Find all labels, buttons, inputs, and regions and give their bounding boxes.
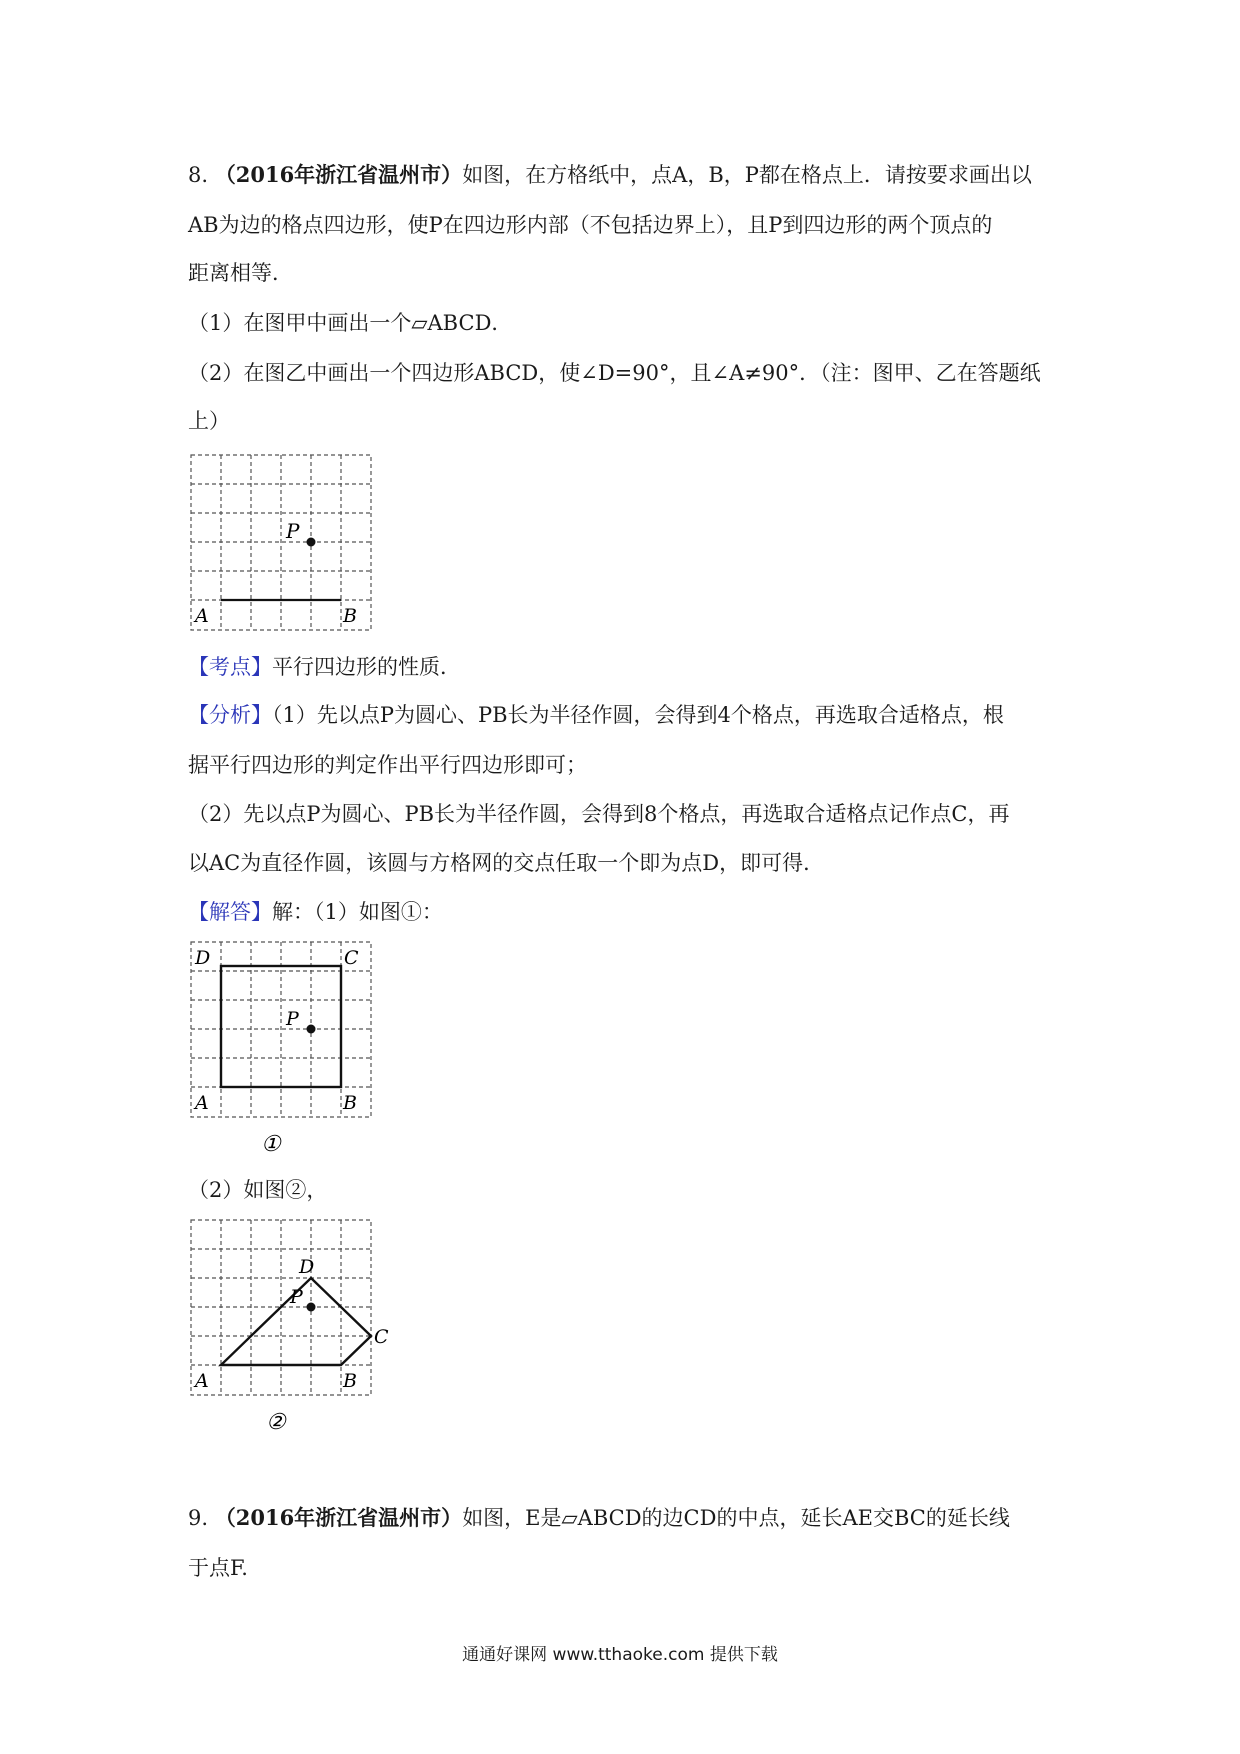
jieda-line — [188, 897, 443, 927]
label-b: B — [343, 605, 357, 627]
jieda-text: 解：（1）如图①： — [272, 900, 443, 924]
q8-line-1 — [188, 160, 1032, 190]
page-footer: 通通好课网 www.tthaoke.com 提供下载 — [462, 1645, 778, 1665]
label-b: B — [343, 1092, 357, 1114]
point-p — [307, 538, 316, 547]
label-p: P — [290, 1286, 303, 1308]
q9-line-1 — [188, 1503, 1010, 1533]
kaodian-line — [188, 652, 461, 682]
q9-line-2: 于点F. — [188, 1556, 248, 1580]
kaodian-text: 平行四边形的性质． — [272, 655, 461, 679]
jieda-tag: 【解答】 — [188, 900, 272, 924]
jieda-part-2: （2）如图②， — [188, 1178, 328, 1202]
q9-text-1: 如图，E是▱ABCD的边CD的中点，延长AE交BC的延长线 — [462, 1506, 1010, 1530]
q8-text-1: 如图，在方格纸中，点A，B，P都在格点上．请按要求画出以 — [462, 163, 1032, 187]
point-p — [307, 1025, 316, 1034]
label-c: C — [344, 947, 359, 969]
fenxi-line-4: 以AC为直径作圆，该圆与方格网的交点任取一个即为点D，即可得． — [188, 851, 825, 875]
q9-number: 9. — [188, 1506, 209, 1530]
q8-source: （2016年浙江省温州市） — [214, 162, 463, 187]
fenxi-line-2: 据平行四边形的判定作出平行四边形即可； — [188, 753, 587, 777]
caption-1: ① — [261, 1132, 281, 1157]
label-a: A — [195, 605, 209, 627]
label-p: P — [286, 519, 300, 543]
solution-figure-2 — [186, 1215, 406, 1440]
label-p: P — [286, 1008, 299, 1030]
caption-2: ② — [266, 1410, 286, 1435]
fenxi-line-3: （2）先以点P为圆心、PB长为半径作圆，会得到8个格点，再选取合适格点记作点C，再 — [188, 802, 1010, 826]
point-p — [307, 1303, 316, 1312]
fenxi-text-1: （1）先以点P为圆心、PB长为半径作圆，会得到4个格点，再选取合适格点，根 — [272, 703, 1004, 727]
solution-figure-1 — [186, 937, 386, 1162]
q8-part-1: （1）在图甲中画出一个▱ABCD． — [188, 311, 513, 335]
label-c: C — [374, 1326, 389, 1348]
label-a: A — [195, 1370, 209, 1392]
q8-number: 8. — [188, 163, 209, 187]
fenxi-line-1 — [188, 700, 1004, 730]
q8-line-3: 距离相等． — [188, 261, 293, 285]
q8-part-2-cont: 上） — [188, 409, 230, 433]
label-a: A — [195, 1092, 209, 1114]
q8-line-2: AB为边的格点四边形，使P在四边形内部（不包括边界上），且P到四边形的两个顶点的 — [188, 213, 993, 237]
label-b: B — [343, 1370, 357, 1392]
label-d: D — [299, 1256, 315, 1278]
label-d: D — [195, 947, 211, 969]
fenxi-tag: 【分析】 — [188, 703, 272, 727]
question-grid-figure — [186, 450, 376, 635]
q8-part-2: （2）在图乙中画出一个四边形ABCD，使∠D=90°，且∠A≠90°．（注：图甲、乙在答题纸 — [188, 361, 1041, 385]
kaodian-tag: 【考点】 — [188, 655, 272, 679]
q9-source: （2016年浙江省温州市） — [214, 1505, 463, 1530]
